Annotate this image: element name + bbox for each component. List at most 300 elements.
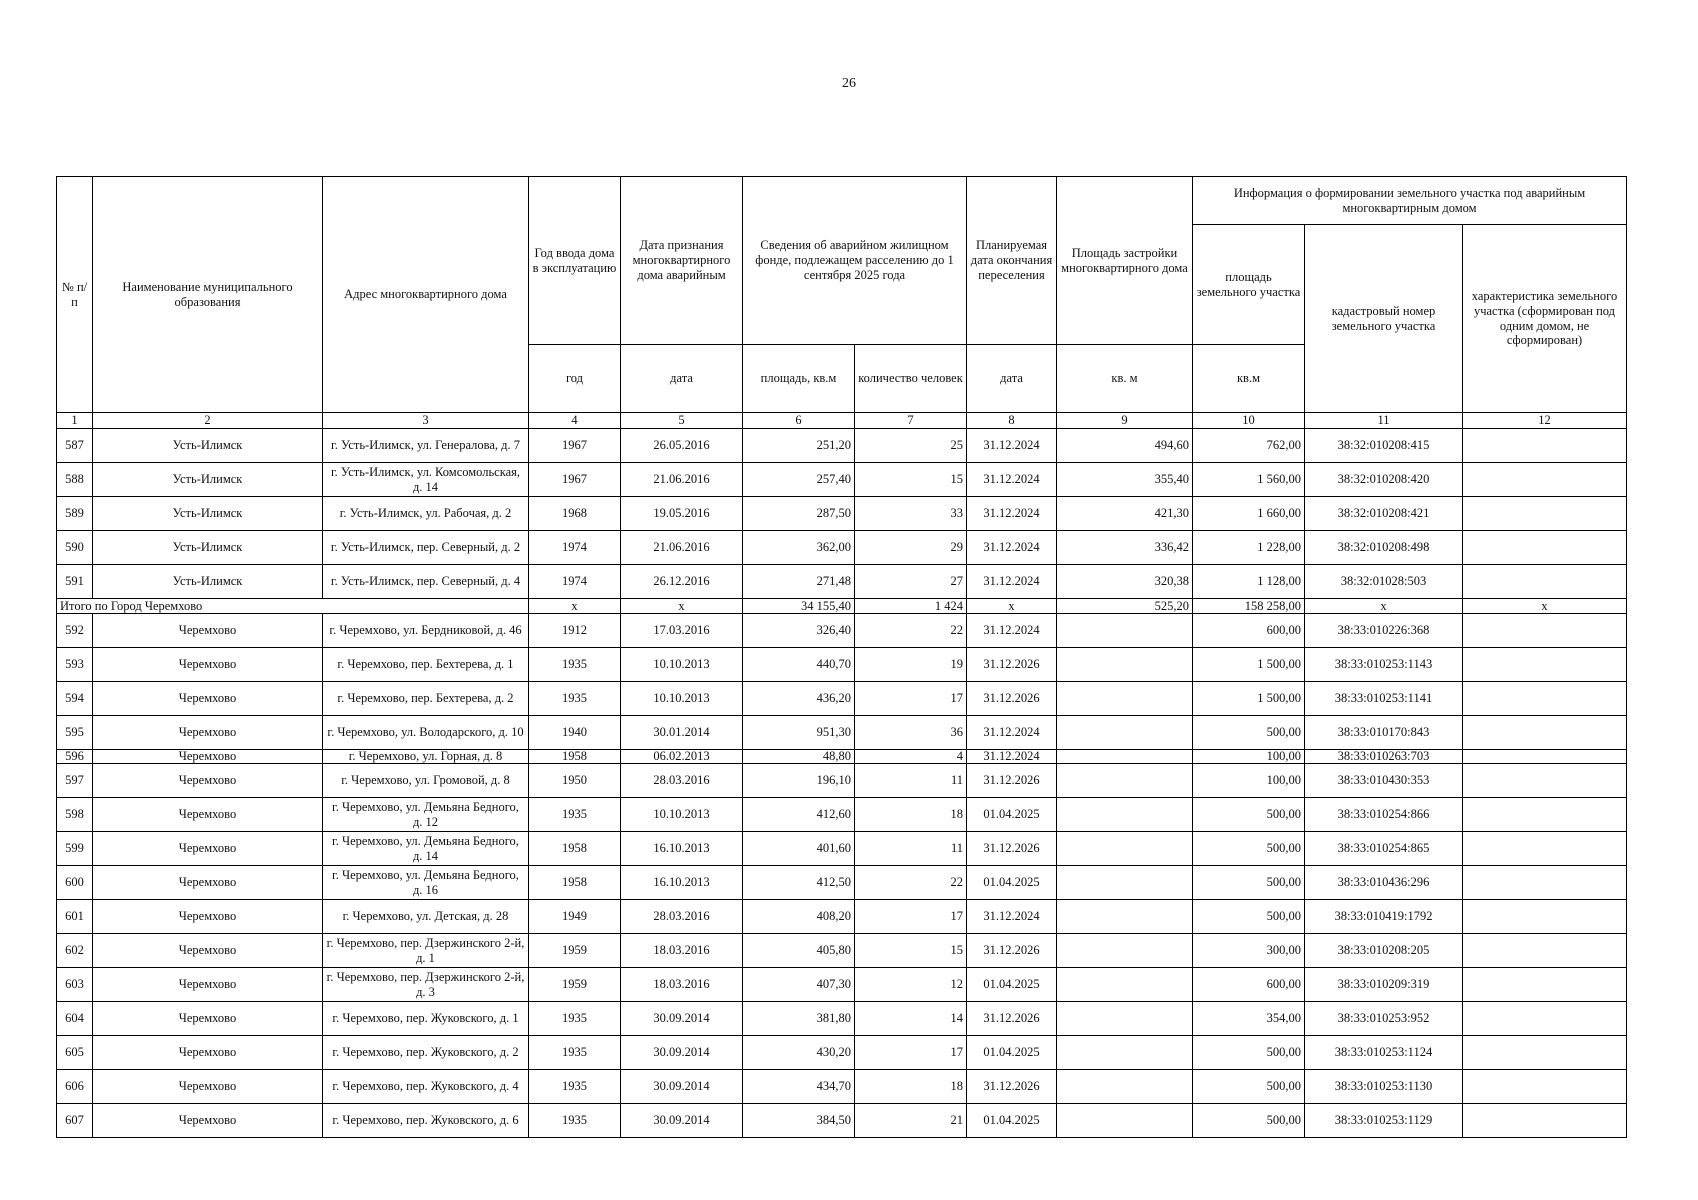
cell-people: 11 xyxy=(855,832,967,866)
cell-land-characteristic: x xyxy=(1463,599,1627,614)
cell-date: 18.03.2016 xyxy=(621,934,743,968)
unit-building-area: кв. м xyxy=(1057,345,1193,413)
cell-land-area: 500,00 xyxy=(1193,900,1305,934)
cell-cadastral: 38:33:010253:1130 xyxy=(1305,1070,1463,1104)
cell-people: 36 xyxy=(855,716,967,750)
cell-land-area: 1 560,00 xyxy=(1193,463,1305,497)
cell-area: 430,20 xyxy=(743,1036,855,1070)
cell-people: 18 xyxy=(855,798,967,832)
cell-end-date: 31.12.2024 xyxy=(967,750,1057,764)
unit-people: количество человек xyxy=(855,345,967,413)
cell-municipality: Черемхово xyxy=(93,968,323,1002)
cell-land-area: 500,00 xyxy=(1193,1070,1305,1104)
cell-cadastral: 38:33:010253:1141 xyxy=(1305,682,1463,716)
cell-year: 1935 xyxy=(529,1104,621,1138)
cell-num: 591 xyxy=(57,565,93,599)
cell-land-characteristic xyxy=(1463,565,1627,599)
cell-people: 29 xyxy=(855,531,967,565)
column-number: 10 xyxy=(1193,413,1305,429)
cell-num: 595 xyxy=(57,716,93,750)
cell-building-area xyxy=(1057,900,1193,934)
cell-building-area: 355,40 xyxy=(1057,463,1193,497)
cell-land-characteristic xyxy=(1463,968,1627,1002)
cell-people: 17 xyxy=(855,682,967,716)
cell-area: 401,60 xyxy=(743,832,855,866)
page-number: 26 xyxy=(842,76,856,91)
cell-num: 603 xyxy=(57,968,93,1002)
table-row xyxy=(57,1104,1627,1138)
cell-num: 599 xyxy=(57,832,93,866)
cell-cadastral: 38:32:010208:421 xyxy=(1305,497,1463,531)
cell-municipality: Черемхово xyxy=(93,1036,323,1070)
cell-land-characteristic xyxy=(1463,1036,1627,1070)
cell-end-date: 31.12.2024 xyxy=(967,614,1057,648)
cell-land-characteristic xyxy=(1463,1104,1627,1138)
cell-people: 14 xyxy=(855,1002,967,1036)
cell-area: 434,70 xyxy=(743,1070,855,1104)
cell-end-date: x xyxy=(967,599,1057,614)
cell-people: 12 xyxy=(855,968,967,1002)
cell-year: 1974 xyxy=(529,565,621,599)
cell-end-date: 01.04.2025 xyxy=(967,866,1057,900)
cell-date: 30.09.2014 xyxy=(621,1002,743,1036)
subtotal-row xyxy=(57,599,1627,614)
cell-year: x xyxy=(529,599,621,614)
table-row xyxy=(57,900,1627,934)
cell-date: x xyxy=(621,599,743,614)
cell-end-date: 31.12.2024 xyxy=(967,463,1057,497)
subtotal-label: Итого по Город Черемхово xyxy=(57,599,529,614)
cell-date: 30.09.2014 xyxy=(621,1070,743,1104)
cell-date: 10.10.2013 xyxy=(621,682,743,716)
cell-year: 1968 xyxy=(529,497,621,531)
table-row xyxy=(57,716,1627,750)
cell-num: 587 xyxy=(57,429,93,463)
cell-num: 596 xyxy=(57,750,93,764)
cell-address: г. Черемхово, ул. Горная, д. 8 xyxy=(323,750,529,764)
cell-land-area: 600,00 xyxy=(1193,614,1305,648)
cell-municipality: Черемхово xyxy=(93,934,323,968)
cell-year: 1967 xyxy=(529,429,621,463)
table-row xyxy=(57,463,1627,497)
header-year-built: Год ввода дома в эксплуатацию xyxy=(529,177,621,345)
cell-land-characteristic xyxy=(1463,798,1627,832)
cell-year: 1959 xyxy=(529,968,621,1002)
cell-num: 605 xyxy=(57,1036,93,1070)
cell-date: 21.06.2016 xyxy=(621,463,743,497)
cell-year: 1974 xyxy=(529,531,621,565)
cell-end-date: 31.12.2026 xyxy=(967,1002,1057,1036)
cell-land-area: 500,00 xyxy=(1193,1036,1305,1070)
cell-land-area: 500,00 xyxy=(1193,1104,1305,1138)
cell-land-characteristic xyxy=(1463,764,1627,798)
cell-building-area xyxy=(1057,750,1193,764)
cell-land-characteristic xyxy=(1463,531,1627,565)
column-number-row xyxy=(57,413,1627,429)
cell-address: г. Черемхово, пер. Бехтерева, д. 2 xyxy=(323,682,529,716)
cell-date: 26.05.2016 xyxy=(621,429,743,463)
cell-end-date: 31.12.2024 xyxy=(967,900,1057,934)
cell-date: 28.03.2016 xyxy=(621,900,743,934)
cell-building-area: 320,38 xyxy=(1057,565,1193,599)
cell-date: 30.09.2014 xyxy=(621,1036,743,1070)
cell-people: 21 xyxy=(855,1104,967,1138)
cell-year: 1958 xyxy=(529,832,621,866)
cell-municipality: Черемхово xyxy=(93,682,323,716)
cell-end-date: 31.12.2024 xyxy=(967,429,1057,463)
cell-year: 1959 xyxy=(529,934,621,968)
cell-building-area xyxy=(1057,832,1193,866)
cell-cadastral: 38:33:010209:319 xyxy=(1305,968,1463,1002)
cell-address: г. Черемхово, ул. Володарского, д. 10 xyxy=(323,716,529,750)
cell-area: 34 155,40 xyxy=(743,599,855,614)
cell-address: г. Черемхово, ул. Демьяна Бедного, д. 16 xyxy=(323,866,529,900)
cell-people: 19 xyxy=(855,648,967,682)
cell-land-characteristic xyxy=(1463,1002,1627,1036)
table-body xyxy=(57,429,1627,1138)
header-num: № п/п xyxy=(57,177,93,413)
cell-year: 1935 xyxy=(529,1036,621,1070)
cell-year: 1950 xyxy=(529,764,621,798)
cell-land-characteristic xyxy=(1463,1070,1627,1104)
cell-num: 602 xyxy=(57,934,93,968)
cell-land-area: 100,00 xyxy=(1193,764,1305,798)
cell-num: 598 xyxy=(57,798,93,832)
cell-num: 594 xyxy=(57,682,93,716)
cell-year: 1940 xyxy=(529,716,621,750)
cell-building-area xyxy=(1057,1104,1193,1138)
table-row xyxy=(57,531,1627,565)
cell-area: 405,80 xyxy=(743,934,855,968)
cell-year: 1949 xyxy=(529,900,621,934)
cell-address: г. Черемхово, пер. Дзержинского 2-й, д. 1 xyxy=(323,934,529,968)
cell-area: 440,70 xyxy=(743,648,855,682)
cell-year: 1935 xyxy=(529,1002,621,1036)
cell-land-area: 1 660,00 xyxy=(1193,497,1305,531)
cell-date: 30.01.2014 xyxy=(621,716,743,750)
cell-num: 592 xyxy=(57,614,93,648)
cell-people: 18 xyxy=(855,1070,967,1104)
cell-building-area xyxy=(1057,1036,1193,1070)
cell-cadastral: 38:33:010253:1124 xyxy=(1305,1036,1463,1070)
cell-area: 412,60 xyxy=(743,798,855,832)
column-number: 11 xyxy=(1305,413,1463,429)
table-row xyxy=(57,1070,1627,1104)
cell-land-area: 1 228,00 xyxy=(1193,531,1305,565)
cell-municipality: Усть-Илимск xyxy=(93,565,323,599)
cell-end-date: 31.12.2024 xyxy=(967,531,1057,565)
cell-end-date: 01.04.2025 xyxy=(967,968,1057,1002)
cell-people: 4 xyxy=(855,750,967,764)
cell-land-area: 500,00 xyxy=(1193,798,1305,832)
cell-area: 412,50 xyxy=(743,866,855,900)
cell-municipality: Черемхово xyxy=(93,1070,323,1104)
cell-end-date: 31.12.2026 xyxy=(967,648,1057,682)
table-row xyxy=(57,968,1627,1002)
cell-cadastral: 38:33:010253:1143 xyxy=(1305,648,1463,682)
cell-date: 18.03.2016 xyxy=(621,968,743,1002)
cell-num: 601 xyxy=(57,900,93,934)
table-row xyxy=(57,750,1627,764)
unit-area: площадь, кв.м xyxy=(743,345,855,413)
cell-people: 17 xyxy=(855,900,967,934)
column-number: 9 xyxy=(1057,413,1193,429)
cell-address: г. Черемхово, ул. Громовой, д. 8 xyxy=(323,764,529,798)
cell-num: 593 xyxy=(57,648,93,682)
cell-area: 381,80 xyxy=(743,1002,855,1036)
cell-cadastral: 38:33:010419:1792 xyxy=(1305,900,1463,934)
cell-address: г. Усть-Илимск, ул. Рабочая, д. 2 xyxy=(323,497,529,531)
header-building-area: Площадь застройки многоквартирного дома xyxy=(1057,177,1193,345)
cell-cadastral: 38:33:010436:296 xyxy=(1305,866,1463,900)
cell-people: 33 xyxy=(855,497,967,531)
table-row xyxy=(57,565,1627,599)
cell-address: г. Черемхово, пер. Жуковского, д. 6 xyxy=(323,1104,529,1138)
header-municipality: Наименование муниципального образования xyxy=(93,177,323,413)
cell-people: 17 xyxy=(855,1036,967,1070)
cell-address: г. Усть-Илимск, ул. Комсомольская, д. 14 xyxy=(323,463,529,497)
cell-land-area: 300,00 xyxy=(1193,934,1305,968)
cell-area: 407,30 xyxy=(743,968,855,1002)
cell-num: 590 xyxy=(57,531,93,565)
cell-municipality: Черемхово xyxy=(93,1104,323,1138)
header-address: Адрес многоквартирного дома xyxy=(323,177,529,413)
cell-building-area: 494,60 xyxy=(1057,429,1193,463)
header-land-area: площадь земельного участка xyxy=(1193,225,1305,345)
cell-address: г. Черемхово, ул. Демьяна Бедного, д. 12 xyxy=(323,798,529,832)
cell-year: 1912 xyxy=(529,614,621,648)
table-row xyxy=(57,832,1627,866)
unit-land-area: кв.м xyxy=(1193,345,1305,413)
cell-end-date: 31.12.2026 xyxy=(967,764,1057,798)
cell-cadastral: x xyxy=(1305,599,1463,614)
cell-municipality: Черемхово xyxy=(93,716,323,750)
cell-date: 16.10.2013 xyxy=(621,832,743,866)
cell-land-characteristic xyxy=(1463,463,1627,497)
cell-address: г. Усть-Илимск, ул. Генералова, д. 7 xyxy=(323,429,529,463)
table-row xyxy=(57,429,1627,463)
cell-year: 1935 xyxy=(529,648,621,682)
table-row xyxy=(57,497,1627,531)
cell-municipality: Черемхово xyxy=(93,900,323,934)
cell-area: 251,20 xyxy=(743,429,855,463)
cell-area: 408,20 xyxy=(743,900,855,934)
cell-land-area: 1 128,00 xyxy=(1193,565,1305,599)
cell-cadastral: 38:33:010430:353 xyxy=(1305,764,1463,798)
cell-cadastral: 38:33:010226:368 xyxy=(1305,614,1463,648)
cell-land-area: 762,00 xyxy=(1193,429,1305,463)
cell-building-area xyxy=(1057,968,1193,1002)
cell-num: 597 xyxy=(57,764,93,798)
cell-municipality: Черемхово xyxy=(93,832,323,866)
cell-building-area xyxy=(1057,934,1193,968)
cell-area: 951,30 xyxy=(743,716,855,750)
table-row xyxy=(57,682,1627,716)
table-row xyxy=(57,614,1627,648)
cell-municipality: Черемхово xyxy=(93,1002,323,1036)
cell-land-characteristic xyxy=(1463,716,1627,750)
column-number: 3 xyxy=(323,413,529,429)
cell-people: 11 xyxy=(855,764,967,798)
cell-municipality: Черемхово xyxy=(93,614,323,648)
cell-building-area: 336,42 xyxy=(1057,531,1193,565)
cell-building-area xyxy=(1057,1070,1193,1104)
cell-building-area: 421,30 xyxy=(1057,497,1193,531)
cell-people: 1 424 xyxy=(855,599,967,614)
cell-address: г. Черемхово, пер. Бехтерева, д. 1 xyxy=(323,648,529,682)
cell-municipality: Черемхово xyxy=(93,866,323,900)
table-row xyxy=(57,798,1627,832)
column-number: 12 xyxy=(1463,413,1627,429)
cell-area: 257,40 xyxy=(743,463,855,497)
cell-num: 607 xyxy=(57,1104,93,1138)
cell-date: 21.06.2016 xyxy=(621,531,743,565)
table-header xyxy=(57,177,1627,429)
cell-year: 1958 xyxy=(529,750,621,764)
cell-people: 22 xyxy=(855,614,967,648)
cell-land-characteristic xyxy=(1463,750,1627,764)
cell-end-date: 31.12.2026 xyxy=(967,832,1057,866)
cell-people: 27 xyxy=(855,565,967,599)
cell-cadastral: 38:33:010170:843 xyxy=(1305,716,1463,750)
cell-date: 17.03.2016 xyxy=(621,614,743,648)
cell-year: 1935 xyxy=(529,682,621,716)
table-row xyxy=(57,648,1627,682)
cell-land-characteristic xyxy=(1463,682,1627,716)
cell-building-area xyxy=(1057,716,1193,750)
unit-end-date: дата xyxy=(967,345,1057,413)
cell-address: г. Черемхово, пер. Жуковского, д. 1 xyxy=(323,1002,529,1036)
table-row xyxy=(57,764,1627,798)
cell-land-characteristic xyxy=(1463,497,1627,531)
cell-cadastral: 38:32:010208:415 xyxy=(1305,429,1463,463)
cell-people: 22 xyxy=(855,866,967,900)
header-cadastral: кадастровый номер земельного участка xyxy=(1305,225,1463,413)
header-planned-end: Планируемая дата окончания переселения xyxy=(967,177,1057,345)
unit-year: год xyxy=(529,345,621,413)
cell-building-area xyxy=(1057,1002,1193,1036)
cell-date: 28.03.2016 xyxy=(621,764,743,798)
emergency-housing-table xyxy=(56,176,1627,1138)
cell-area: 436,20 xyxy=(743,682,855,716)
cell-end-date: 01.04.2025 xyxy=(967,1104,1057,1138)
cell-year: 1935 xyxy=(529,798,621,832)
cell-municipality: Усть-Илимск xyxy=(93,429,323,463)
cell-num: 589 xyxy=(57,497,93,531)
column-number: 1 xyxy=(57,413,93,429)
cell-date: 30.09.2014 xyxy=(621,1104,743,1138)
cell-land-characteristic xyxy=(1463,614,1627,648)
cell-cadastral: 38:33:010254:866 xyxy=(1305,798,1463,832)
cell-municipality: Черемхово xyxy=(93,648,323,682)
cell-people: 15 xyxy=(855,463,967,497)
table-row xyxy=(57,866,1627,900)
cell-municipality: Черемхово xyxy=(93,798,323,832)
cell-land-area: 500,00 xyxy=(1193,716,1305,750)
cell-date: 06.02.2013 xyxy=(621,750,743,764)
cell-num: 604 xyxy=(57,1002,93,1036)
cell-municipality: Усть-Илимск xyxy=(93,497,323,531)
cell-area: 48,80 xyxy=(743,750,855,764)
cell-land-characteristic xyxy=(1463,832,1627,866)
cell-cadastral: 38:32:01028:503 xyxy=(1305,565,1463,599)
cell-building-area xyxy=(1057,648,1193,682)
column-number: 6 xyxy=(743,413,855,429)
column-number: 4 xyxy=(529,413,621,429)
cell-address: г. Усть-Илимск, пер. Северный, д. 2 xyxy=(323,531,529,565)
cell-address: г. Черемхово, ул. Бердниковой, д. 46 xyxy=(323,614,529,648)
column-number: 5 xyxy=(621,413,743,429)
table-row xyxy=(57,1036,1627,1070)
cell-building-area xyxy=(1057,866,1193,900)
cell-address: г. Усть-Илимск, пер. Северный, д. 4 xyxy=(323,565,529,599)
cell-land-characteristic xyxy=(1463,900,1627,934)
cell-end-date: 01.04.2025 xyxy=(967,1036,1057,1070)
cell-date: 19.05.2016 xyxy=(621,497,743,531)
column-number: 2 xyxy=(93,413,323,429)
cell-land-area: 500,00 xyxy=(1193,866,1305,900)
cell-end-date: 31.12.2026 xyxy=(967,934,1057,968)
header-land-characteristic: характеристика земельного участка (сформирован под одним домом, не сформирован) xyxy=(1463,225,1627,413)
cell-cadastral: 38:33:010253:1129 xyxy=(1305,1104,1463,1138)
cell-end-date: 31.12.2026 xyxy=(967,682,1057,716)
cell-num: 600 xyxy=(57,866,93,900)
cell-cadastral: 38:32:010208:420 xyxy=(1305,463,1463,497)
cell-date: 10.10.2013 xyxy=(621,648,743,682)
column-number: 7 xyxy=(855,413,967,429)
cell-cadastral: 38:33:010254:865 xyxy=(1305,832,1463,866)
cell-area: 196,10 xyxy=(743,764,855,798)
cell-land-characteristic xyxy=(1463,648,1627,682)
cell-land-area: 100,00 xyxy=(1193,750,1305,764)
cell-num: 606 xyxy=(57,1070,93,1104)
cell-cadastral: 38:33:010263:703 xyxy=(1305,750,1463,764)
cell-municipality: Черемхово xyxy=(93,750,323,764)
cell-building-area xyxy=(1057,764,1193,798)
cell-end-date: 31.12.2024 xyxy=(967,497,1057,531)
header-fund-info: Сведения об аварийном жилищном фонде, подлежащем расселению до 1 сентября 2025 года xyxy=(743,177,967,345)
unit-date: дата xyxy=(621,345,743,413)
cell-address: г. Черемхово, пер. Дзержинского 2-й, д. 3 xyxy=(323,968,529,1002)
cell-land-area: 1 500,00 xyxy=(1193,682,1305,716)
cell-municipality: Черемхово xyxy=(93,764,323,798)
cell-building-area xyxy=(1057,798,1193,832)
cell-municipality: Усть-Илимск xyxy=(93,531,323,565)
cell-date: 10.10.2013 xyxy=(621,798,743,832)
cell-people: 25 xyxy=(855,429,967,463)
cell-year: 1935 xyxy=(529,1070,621,1104)
cell-end-date: 31.12.2024 xyxy=(967,716,1057,750)
cell-address: г. Черемхово, пер. Жуковского, д. 4 xyxy=(323,1070,529,1104)
cell-date: 16.10.2013 xyxy=(621,866,743,900)
cell-land-area: 1 500,00 xyxy=(1193,648,1305,682)
cell-cadastral: 38:33:010208:205 xyxy=(1305,934,1463,968)
cell-building-area xyxy=(1057,614,1193,648)
cell-cadastral: 38:32:010208:498 xyxy=(1305,531,1463,565)
cell-land-characteristic xyxy=(1463,934,1627,968)
cell-end-date: 31.12.2026 xyxy=(967,1070,1057,1104)
cell-year: 1967 xyxy=(529,463,621,497)
cell-land-characteristic xyxy=(1463,866,1627,900)
cell-land-area: 500,00 xyxy=(1193,832,1305,866)
cell-area: 326,40 xyxy=(743,614,855,648)
cell-area: 362,00 xyxy=(743,531,855,565)
header-land-info: Информация о формировании земельного участка под аварийным многоквартирным домом xyxy=(1193,177,1627,225)
cell-people: 15 xyxy=(855,934,967,968)
cell-address: г. Черемхово, ул. Детская, д. 28 xyxy=(323,900,529,934)
cell-land-characteristic xyxy=(1463,429,1627,463)
cell-area: 287,50 xyxy=(743,497,855,531)
